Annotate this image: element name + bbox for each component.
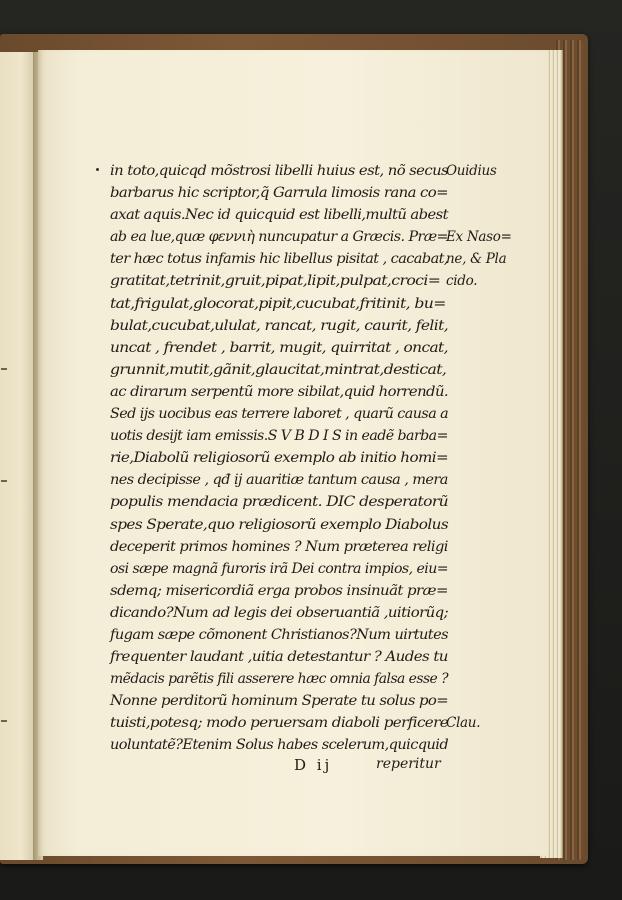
text-line: osi sæpe magnã furoris irã Dei contra impios, eiu= xyxy=(110,560,448,577)
text-line: bulat,cucubat,ululat, rancat, rugit, caurit, felit, xyxy=(110,317,449,334)
margin-note: Ouidius xyxy=(446,162,497,179)
margin-note: Ex Naso= xyxy=(446,229,512,246)
margin-dot xyxy=(96,168,99,171)
text-line: uotis desijt iam emissis.S V B D I S in eadẽ barba= xyxy=(110,428,448,445)
left-page-mark xyxy=(1,368,7,370)
text-line: tuisti,potesq; modo peruersam diaboli perficere xyxy=(110,715,449,732)
text-line: uncat , frendet , barrit, mugit, quirritat , oncat, xyxy=(110,339,448,356)
text-line: ac dirarum serpentũ more sibilat,quid horrendũ. xyxy=(110,383,449,400)
text-line: rie,Diabolũ religiosorũ exemplo ab initio homi= xyxy=(110,450,449,467)
text-line: in toto,quicqd mõstrosi libelli huius est, nõ secus xyxy=(110,163,449,179)
text-line: mẽdacis parẽtis fili asserere hæc omnia falsa esse ? xyxy=(110,671,449,688)
margin-note: Clau. xyxy=(446,715,481,732)
left-page-mark xyxy=(1,720,7,722)
text-line: Nonne perditorũ hominum Sperate tu solus po= xyxy=(110,693,449,710)
book-page xyxy=(38,50,548,856)
text-line: nes decipisse , qđ ij auaritiæ tantum causa , mera xyxy=(110,472,448,489)
text-line: dicando?Num ad legis dei obseruantiã ,uitiorũq; xyxy=(110,604,449,621)
text-line: uoluntatẽ?Etenim Solus habes scelerum,quicquid xyxy=(110,737,449,754)
text-line: axat aquis.Nec id quicquid est libelli,multũ abest xyxy=(110,207,449,224)
text-line: populis mendacia prædicent. DIC desperatorũ xyxy=(110,494,449,511)
text-line: fugam sæpe cõmonent Christianos?Num uirtutes xyxy=(110,626,449,643)
text-line: deceperit primos homines ? Num præterea religi xyxy=(110,538,448,555)
margin-note: cido. xyxy=(446,273,478,290)
text-line: barbarus hic scriptor,q̃ Garrula limosis rana co= xyxy=(110,185,449,202)
text-line: tat,frigulat,glocorat,pipit,cucubat,fritinit, bu= xyxy=(110,295,446,312)
text-line: spes Sperate,quo religiosorũ exemplo Diabolus xyxy=(110,516,449,533)
text-line: frequenter laudant ,uitia detestantur ? Audes tu xyxy=(110,649,448,666)
text-line: grunnit,mutit,gãnit,glaucitat,mintrat,desticat, xyxy=(110,361,447,378)
left-page-mark xyxy=(1,480,7,482)
margin-note: ne, & Pla xyxy=(446,251,507,268)
text-line: ab ea lue,quæ φεννιὴ nuncupatur a Græcis. Præ= xyxy=(110,229,448,246)
left-page-edge xyxy=(0,52,37,860)
text-line: Sed ijs uocibus eas terrere laboret , quarũ causa a xyxy=(110,406,449,423)
text-line: gratitat,tetrinit,gruit,pipat,lipit,pulpat,croci= xyxy=(110,273,441,290)
signature-mark: D ij xyxy=(294,756,333,774)
text-line: ter hæc totus infamis hic libellus pisitat , cacabat, xyxy=(110,251,448,268)
text-line: sdemq; misericordiã erga probos insinuãt præ= xyxy=(110,582,448,599)
main-text-block xyxy=(110,160,450,757)
catchword: reperitur xyxy=(376,756,441,772)
